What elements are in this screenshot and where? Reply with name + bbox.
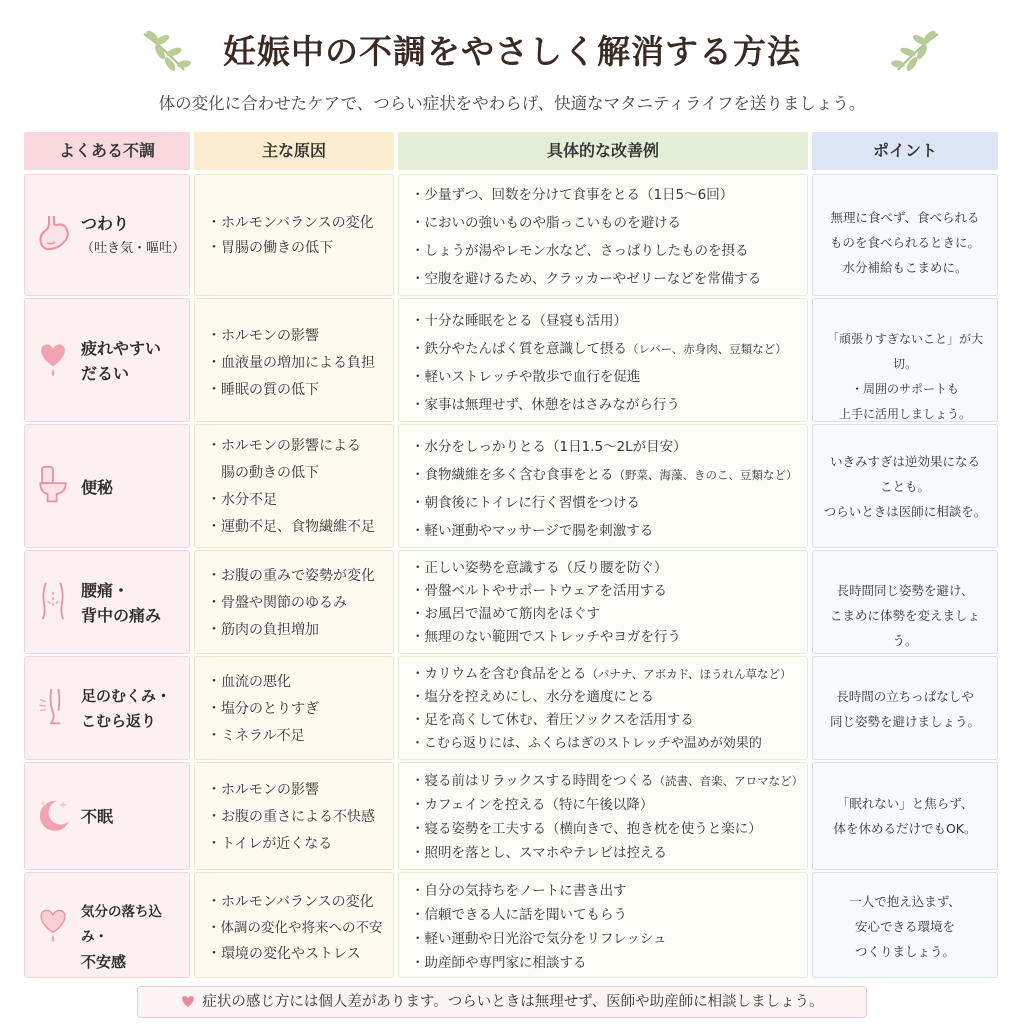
footer-text: 症状の感じ方には個人差があります。つらいときは無理せず、医師や助産師に相談しましょう。 [202,994,824,1010]
list-item: ・ホルモンの影響による [207,438,361,454]
list-item: ・お腹の重みで姿勢が変化 [207,568,375,584]
list-item: ・水分をしっかりとる（1日1.5〜2Lが目安） [411,439,687,455]
leg-icon [33,687,73,727]
list-item: ・朝食後にトイレに行く習慣をつける [411,495,640,511]
toilet-icon [33,465,73,505]
back-icon [33,581,73,621]
table-row [24,550,998,654]
header-point: ポイント [812,132,998,170]
point-cell [812,762,998,870]
point-text: つくりましょう。 [854,944,955,959]
table-row [24,872,998,978]
list-item: ・無理のない範囲でストレッチやヨガを行う [411,629,681,645]
remedy-cell [398,762,808,870]
symptom-cell [24,762,190,870]
cause-cell [194,174,394,296]
symptom-cell [24,872,190,978]
point-cell [812,550,998,654]
point-text: 体を休めるだけでもOK。 [833,821,977,836]
list-item: ・胃腸の働きの低下 [207,240,333,256]
list-item: ・十分な睡眠をとる（昼寝も活用） [411,313,627,329]
header-remedy: 具体的な改善例 [398,132,808,170]
list-item: ・自分の気持ちをノートに書き出す [411,883,627,899]
cause-cell [194,298,394,422]
remedy-cell [398,872,808,978]
leaf-icon [888,26,944,78]
point-text: つらいときは医師に相談を。 [823,504,987,519]
list-item: ・骨盤ベルトやサポートウェアを活用する [411,583,667,599]
symptom-name: つわり [81,214,130,233]
list-item: ・少量ずつ、回数を分けて食事をとる（1日5〜6回） [411,187,734,203]
list-item: ・ホルモンの影響 [207,328,319,344]
list-item: ・空腹を避けるため、クラッカーやゼリーなどを常備する [411,271,762,287]
symptom-cell [24,174,190,296]
cause-cell [194,550,394,654]
point-text: ものを食べられるときに。 [829,235,980,250]
list-item: ・塩分のとりすぎ [207,701,319,717]
list-item: ・お風呂で温めて筋肉をほぐす [411,606,600,622]
list-item: ・しょうが湯やレモン水など、さっぱりしたものを摂る [411,243,749,259]
point-cell [812,174,998,296]
point-text: こまめに体勢を変えましょう。 [829,608,980,648]
point-cell [812,298,998,422]
point-cell [812,656,998,760]
list-item: ・運動不足、食物繊維不足 [207,519,375,535]
list-item: ・軽いストレッチや散歩で血行を促進 [411,369,641,385]
moon-icon [33,795,73,835]
point-text: 安心できる環境を [854,919,955,934]
symptom-name-line2: 背中の痛み [81,606,162,625]
list-item: ・においの強いものや脂っこいものを避ける [411,215,681,231]
point-text: 一人で抱え込まず、 [849,894,961,909]
point-text: 長時間の立ちっぱなしや [836,689,974,704]
symptom-cell [24,550,190,654]
list-item: ・信頼できる人に話を聞いてもらう [411,907,627,923]
symptom-name-line2: だるい [81,364,130,383]
page-subtitle: 体の変化に合わせたケアで、つらい症状をやわらげ、快適なマタニティライフを送りましょう。 [158,94,866,113]
remedy-cell [398,298,808,422]
page-title: 妊娠中の不調をやさしく解消する方法 [223,32,801,71]
list-item: ・寝る姿勢を工夫する（横向きで、抱き枕を使うと楽に） [411,821,762,837]
remedy-cell [398,656,808,760]
footer-note [137,986,867,1018]
list-item: ・ホルモンの影響 [207,782,319,798]
symptom-name: 不眠 [81,807,114,826]
list-item: ・家事は無理せず、休憩をはさみながら行う [411,397,680,413]
symptom-name-line2: こむら返り [81,712,157,730]
cause-cell [194,872,394,978]
remedy-cell [398,424,808,548]
list-item: ・血流の悪化 [207,674,291,690]
list-item: ・照明を落とし、スマホやテレビは控える [411,845,667,861]
heart-icon [180,994,196,1008]
table-row [24,424,998,548]
point-text: いきみすぎは逆効果になる [829,454,980,469]
symptom-cell [24,424,190,548]
point-text: 「眠れない」と焦らず、 [836,796,974,811]
list-item: ・カリウムを含む食品をとる（バナナ、アボカド、ほうれん草など） [411,666,792,682]
list-item: ・寝る前はリラックスする時間をつくる（読書、音楽、アロマなど） [411,773,804,789]
list-item: ・ホルモンバランスの変化 [207,215,374,231]
list-item: 腸の動きの低下 [207,465,319,481]
list-item: ・骨盤や関節のゆるみ [207,595,347,611]
point-text: 水分補給もこまめに。 [842,260,968,275]
symptom-cell [24,298,190,422]
list-item: ・ミネラル不足 [207,728,305,744]
heart-drop-icon [33,339,73,379]
list-item: ・軽い運動や日光浴で気分をリフレッシュ [411,931,667,947]
table-row [24,298,998,422]
cause-cell [194,424,394,548]
list-item: ・睡眠の質の低下 [207,382,319,398]
list-item: ・助産師や専門家に相談する [411,955,587,971]
list-item: ・塩分を控えめにし、水分を適度にとる [411,689,654,705]
symptom-name: 足のむくみ・ [81,687,172,705]
point-text: ことも。 [879,479,930,494]
remedy-cell [398,174,808,296]
list-item: ・正しい姿勢を意識する（反り腰を防ぐ） [411,560,668,576]
symptom-name-line2: 不安感 [81,953,127,971]
symptom-subname: （吐き気・嘔吐） [81,241,186,256]
point-text: 上手に活用しましょう。 [838,407,971,421]
list-item: ・水分不足 [207,492,277,508]
point-text: ・周囲のサポートも [850,382,959,396]
symptom-name: 気分の落ち込み・ [81,904,162,945]
list-item: ・筋肉の負担増加 [207,622,319,638]
list-item: ・鉄分やたんぱく質を意識して摂る（レバー、赤身肉、豆類など） [411,341,787,357]
list-item: ・カフェインを控える（特に午後以降） [411,797,654,813]
point-text: 長時間同じ姿勢を避け、 [836,583,974,598]
list-item: ・ホルモンバランスの変化 [207,894,374,910]
cause-cell [194,656,394,760]
header [0,0,1024,130]
symptom-cell [24,656,190,760]
heart-drop-icon [33,905,73,945]
header-symptom: よくある不調 [24,132,190,170]
list-item: ・食物繊維を多く含む食事をとる（野菜、海藻、きのこ、豆類など） [411,467,798,483]
table-row [24,762,998,870]
header-cause: 主な原因 [194,132,394,170]
symptom-name: 疲れやすい [81,339,162,358]
point-text: 無理に食べず、食べられる [830,210,980,225]
stomach-icon [33,213,73,253]
symptom-name: 腰痛・ [81,581,130,600]
list-item: ・軽い運動やマッサージで腸を刺激する [411,523,654,539]
list-item: ・環境の変化やストレス [207,946,361,962]
point-cell [812,424,998,548]
table-row [24,656,998,760]
point-text: 同じ姿勢を避けましょう。 [829,714,980,729]
cause-cell [194,762,394,870]
remedy-cell [398,550,808,654]
list-item: ・こむら返りには、ふくらはぎのストレッチや温めが効果的 [411,736,762,751]
symptom-name: 便秘 [81,478,114,497]
list-item: ・体調の変化や将来への不安 [207,920,383,936]
point-text: 「頑張りすぎないこと」が大切。 [826,332,983,371]
list-item: ・お腹の重さによる不快感 [207,809,375,825]
list-item: ・トイレが近くなる [207,836,333,852]
list-item: ・足を高くして休む、着圧ソックスを活用する [411,712,694,728]
point-cell [812,872,998,978]
list-item: ・血液量の増加による負担 [207,355,375,371]
table-row [24,174,998,296]
